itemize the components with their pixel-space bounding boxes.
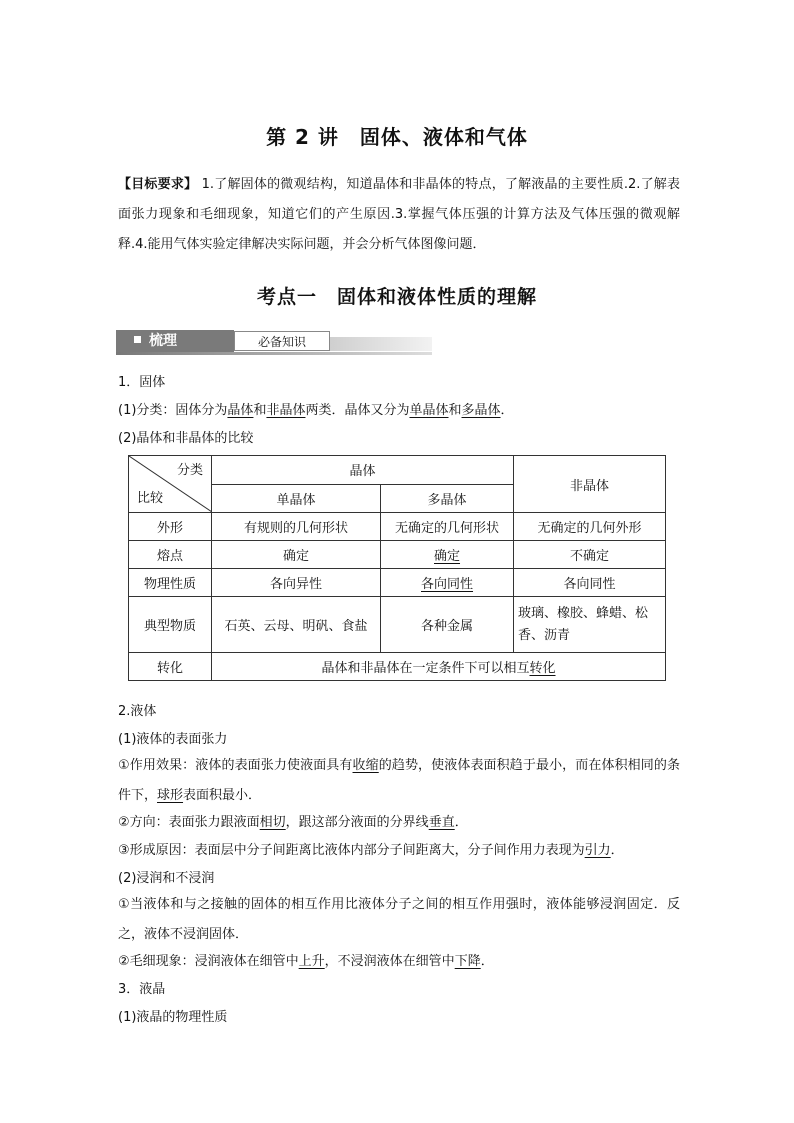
section-title: 考点一 固体和液体性质的理解: [256, 286, 537, 308]
banner-underline: [116, 352, 432, 355]
cell-single: 有规则的几何形状: [212, 513, 381, 541]
header-single-crystal: 单晶体: [212, 484, 381, 513]
row-label: 物理性质: [129, 569, 212, 597]
lecture-title: 第 2 讲 固体、液体和气体: [266, 125, 528, 149]
text-segment: 晶体和非晶体在一定条件下可以相互: [321, 661, 530, 676]
wetting-heading: (2)浸润和不浸润: [118, 871, 215, 886]
blank-answer: 球形: [157, 788, 184, 803]
blank-answer: 下降: [454, 954, 481, 969]
text-segment: ，不浸润液体在细管中: [324, 954, 455, 969]
text-segment: ①作用效果：液体的表面张力使液面具有: [118, 758, 353, 773]
comparison-heading: (2)晶体和非晶体的比较: [118, 431, 254, 446]
cell-single: 各向异性: [212, 569, 381, 597]
text-segment: ②方向：表面张力跟液面: [118, 815, 260, 830]
cell-non: 玻璃、橡胶、蜂蜡、松香、沥青: [514, 597, 666, 653]
blank-answer: 转化: [529, 661, 556, 676]
row-label: 外形: [129, 513, 212, 541]
banner-main-label: 梳理: [149, 333, 177, 349]
diag-bottom-label: 比较: [137, 491, 164, 506]
cell-single: 确定: [212, 541, 381, 569]
banner-sub: 必备知识: [234, 331, 330, 351]
tension-direction: [118, 813, 468, 833]
square-bullet-icon: [134, 336, 141, 343]
liquid-crystal-sub: (1)液晶的物理性质: [118, 1010, 228, 1025]
header-noncrystal: 非晶体: [514, 456, 666, 513]
cell-non: 不确定: [514, 541, 666, 569]
table-row: [129, 541, 666, 569]
crystal-comparison-table: [128, 455, 666, 681]
liquid-heading: 2.液体: [118, 704, 157, 719]
text-segment: ③形成原因：表面层中分子间距离比液体内部分子间距离大，分子间作用力表现为: [118, 843, 585, 858]
objectives-text: 1.了解固体的微观结构，知道晶体和非晶体的特点，了解液晶的主要性质.2.了解表面张力现象和毛细现象，知道它们的产生原因.3.掌握气体压强的计算方法及气体压强的微观解释.4.能用气体实验定律解决实际问题，并会分析气体图像问题．: [118, 177, 680, 252]
blank-answer: 垂直: [428, 815, 455, 830]
text-segment: ．: [480, 954, 494, 969]
diagonal-header-cell: [129, 456, 212, 513]
banner-rule: [330, 337, 432, 351]
cell-transform: [212, 653, 666, 681]
table-row: [129, 597, 666, 653]
cell-poly: 无确定的几何形状: [381, 513, 514, 541]
blank-answer: 单晶体: [409, 403, 449, 418]
blank-answer: 多晶体: [461, 403, 501, 418]
cell-poly: 各种金属: [381, 597, 514, 653]
cell-single: 石英、云母、明矾、食盐: [212, 597, 381, 653]
blank-answer: 收缩: [352, 758, 379, 773]
solid-heading: 1．固体: [118, 375, 166, 390]
cell-poly: [381, 541, 514, 569]
table-row: [129, 653, 666, 681]
blank-answer: 各向同性: [421, 577, 474, 592]
cell-non: 无确定的几何外形: [514, 513, 666, 541]
text-segment: ②毛细现象：浸润液体在细管中: [118, 954, 299, 969]
cell-non: 各向同性: [514, 569, 666, 597]
header-poly-crystal: 多晶体: [381, 484, 514, 513]
tension-effect: [118, 751, 680, 811]
text-segment: 两类．晶体又分为: [305, 403, 410, 418]
table-row: [129, 569, 666, 597]
wetting-text: ①当液体和与之接触的固体的相互作用比液体分子之间的相互作用强时，液体能够浸润固定．反之，液体不浸润固体．: [118, 897, 680, 942]
text-segment: 和: [448, 403, 462, 418]
text-segment: 的趋势，使液体表面积趋于最小，而在体积相同的条件下，: [118, 758, 680, 803]
text-segment: ．: [610, 843, 624, 858]
blank-answer: 晶体: [227, 403, 254, 418]
header-crystal: 晶体: [212, 456, 514, 485]
blank-answer: 相切: [259, 815, 286, 830]
row-label: 典型物质: [129, 597, 212, 653]
tension-heading: (1)液体的表面张力: [118, 732, 228, 747]
liquid-crystal-heading: 3．液晶: [118, 982, 166, 997]
text-segment: 和: [253, 403, 267, 418]
text-segment: 表面积最小．: [183, 788, 262, 803]
table-row: [129, 513, 666, 541]
diag-top-label: 分类: [176, 463, 203, 478]
row-label: 熔点: [129, 541, 212, 569]
text-segment: ．: [454, 815, 468, 830]
blank-answer: 引力: [584, 843, 611, 858]
learning-objectives: [118, 170, 680, 260]
section-banner: [116, 330, 432, 355]
capillary-text: [118, 952, 494, 972]
blank-answer: 确定: [434, 549, 461, 564]
row-label: 转化: [129, 653, 212, 681]
objectives-tag: 【目标要求】: [118, 177, 198, 192]
banner-main: [116, 330, 234, 352]
tension-cause: [118, 841, 624, 861]
text-segment: ．: [500, 403, 514, 418]
blank-answer: 上升: [298, 954, 325, 969]
text-segment: ，跟这部分液面的分界线: [285, 815, 429, 830]
blank-answer: 非晶体: [266, 403, 306, 418]
cell-poly: [381, 569, 514, 597]
text-segment: (1)分类：固体分为: [118, 403, 228, 418]
solid-classification: [118, 401, 514, 421]
